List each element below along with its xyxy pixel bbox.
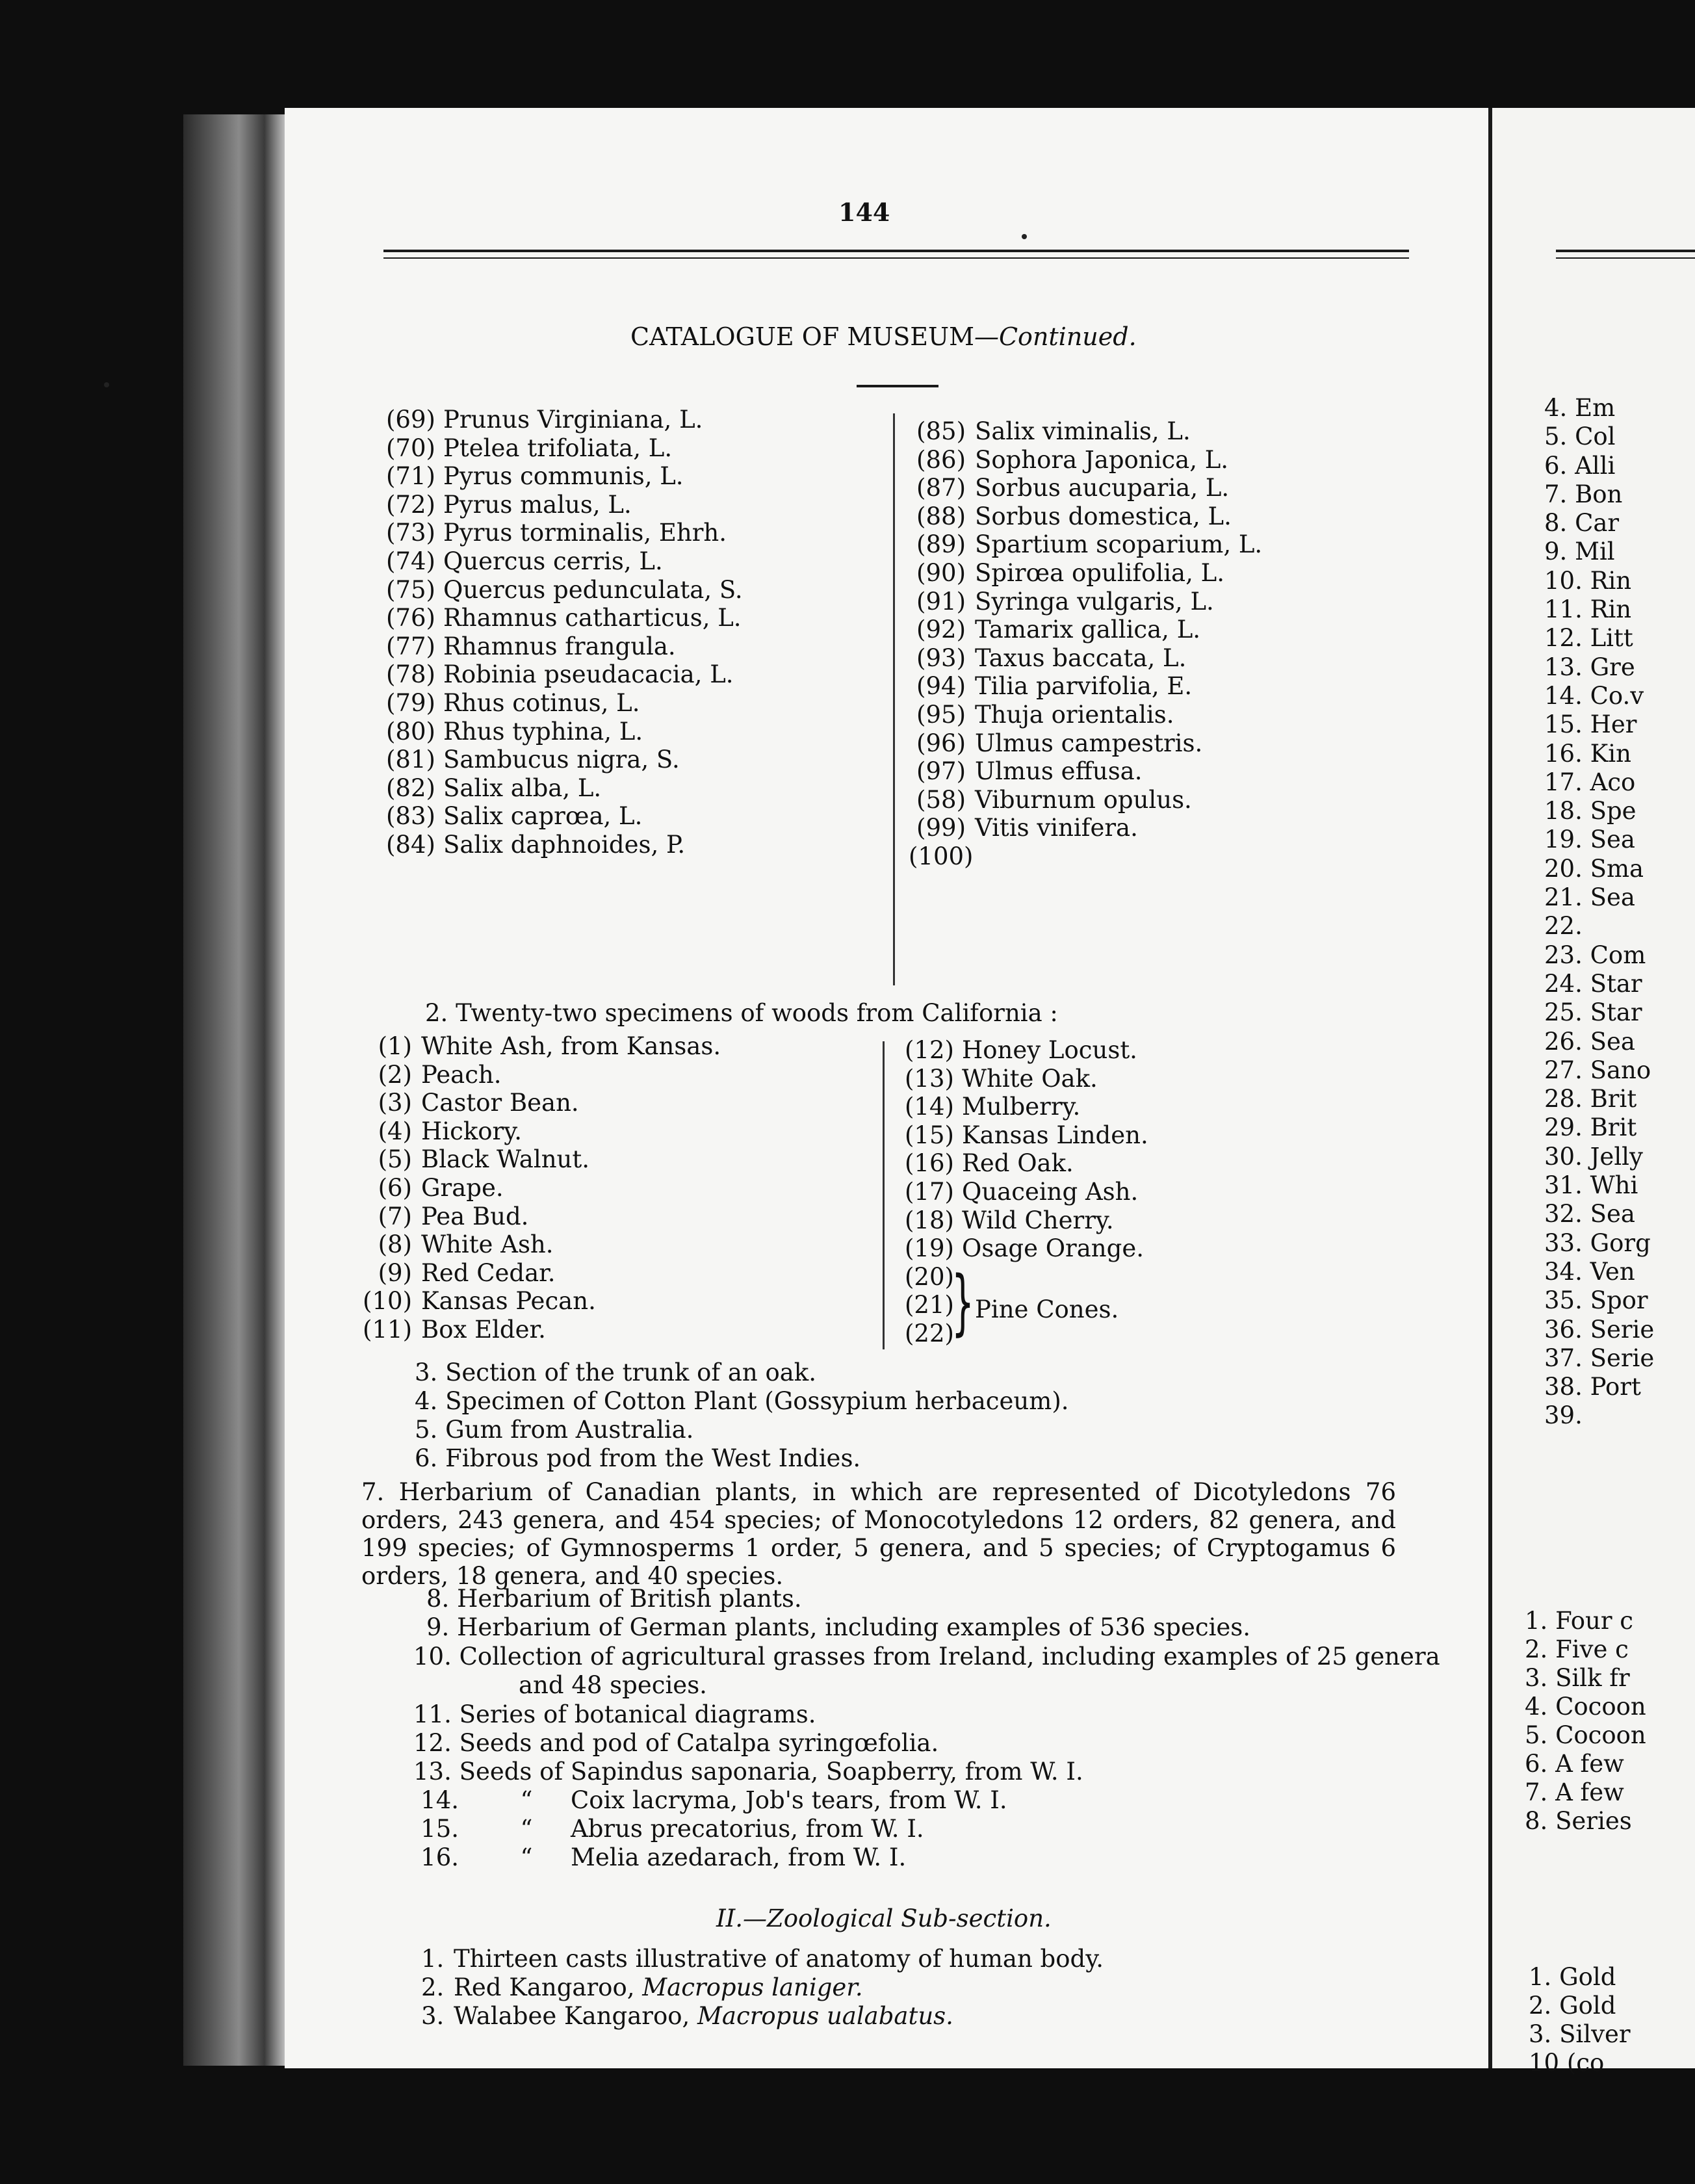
list-item [386,434,743,463]
list-item: 22. [1544,912,1583,941]
list-item: 4. Specimen of Cotton Plant (Gossypium herbaceum). [415,1387,1069,1415]
item-text: Rhus cotinus, L. [443,688,640,717]
item-text: Taxus baccata, L. [975,644,1187,672]
item-text: Wild Cherry. [962,1206,1114,1234]
list-item [909,729,1262,758]
item-text: Black Walnut. [421,1145,589,1174]
ditto-mark: “ [520,1815,533,1843]
speck [1022,234,1027,239]
list-item: 17. Aco [1544,768,1636,796]
item-text: Hickory. [421,1117,522,1145]
list-item [905,1206,1148,1235]
item-7: 7. Herbarium of Canadian plants, in which are represented of Dicotyledons 76 orders, 243 genera, and 454 species; of Monocotyledons 12 orders, 82 genera, and 199 species; of Gymnosperms 1 order, 5 genera, and 5 species; of Cryptogamus 6 orders, 18 genera, and 40 species. [361,1478,1396,1590]
item-number: (13) [905,1064,954,1093]
items-8-9 [426,1585,1250,1642]
item-text: Rhamnus frangula. [443,632,676,660]
item-number: 14. [421,1786,459,1814]
list-item [386,604,743,632]
item-text: Kansas Pecan. [421,1287,596,1316]
list-item: 10 (co [1529,2049,1605,2077]
list-item [386,746,743,774]
header-rule-2 [383,257,1409,259]
item-number: (90) [916,558,966,587]
speck [104,382,109,387]
list-item: 15. Her [1544,710,1637,739]
list-item: 6. A few [1525,1750,1624,1778]
list-item [363,1259,721,1288]
item-number: (7) [378,1202,412,1230]
title-underline [857,385,938,387]
item-number: (72) [386,490,435,519]
item-text: Grape. [421,1173,504,1202]
item-number: (69) [386,406,435,434]
item-number: (74) [386,547,435,575]
list-item [909,842,1262,871]
list-item: 29. Brit [1544,1113,1637,1142]
item-number: (79) [386,688,435,717]
list-item [905,1036,1148,1065]
item-number: (97) [916,757,966,786]
list1-left [386,406,743,859]
item-text: Viburnum opulus. [975,785,1192,814]
list-item: 37. Serie [1544,1344,1655,1372]
item-text: Salix daphnoides, P. [443,830,686,859]
header-rule-1 [383,250,1409,252]
item-number: (91) [916,587,966,616]
list-item [386,406,743,434]
list-item: 18. Spe [1544,797,1637,826]
binding-gutter [183,114,285,2066]
item-number: (93) [916,644,966,672]
list-item [909,588,1262,616]
list-item: 4. Cocoon [1525,1693,1646,1721]
zoo-item [421,2002,1104,2031]
item-number: (3) [378,1089,412,1117]
list-item: 20. Sma [1544,854,1644,883]
list-item [905,1234,1148,1263]
list-item [909,786,1262,814]
item-number: (83) [386,802,435,831]
item-number: (92) [916,616,966,644]
item-number: (84) [386,830,435,859]
item-text: Quaceing Ash. [962,1177,1139,1206]
list-item: 6. Fibrous pod from the West Indies. [415,1444,861,1472]
list-item [363,1117,721,1146]
item-number: (85) [916,417,966,445]
list-item [909,417,1262,446]
item-text: Mulberry. [962,1093,1081,1121]
list-item [413,1786,1007,1815]
list-item: 21. Sea [1544,883,1635,912]
zoological-heading: II.—Zoological Sub-section. [716,1904,1052,1932]
list-item [386,632,743,661]
item-text: White Ash, from Kansas. [421,1032,721,1060]
list-item: 3. Silver [1529,2020,1631,2048]
item-number: (19) [905,1234,954,1263]
list-item [413,1843,1007,1872]
list-item [363,1230,721,1259]
item-number: (82) [386,774,435,802]
item-2: 2. Twenty-two specimens of woods from California : [425,999,1058,1027]
item-text: Coix lacryma, Job's tears, from W. I. [571,1786,1007,1814]
item-number: (75) [386,575,435,604]
item-number: (88) [916,502,966,530]
item-text: Sambucus nigra, S. [443,746,680,774]
list-item [363,1316,721,1344]
item-number: (76) [386,604,435,632]
item-number: (80) [386,717,435,746]
ditto-mark: “ [520,1843,533,1871]
items-3-6 [415,1358,1069,1473]
item-text: Spartium scoparium, L. [975,530,1263,559]
item-text: Ptelea trifoliata, L. [443,434,673,462]
item-number: (6) [378,1173,412,1202]
list-item [905,1263,1148,1292]
item-10-line1: 10. Collection of agricultural grasses from Ireland, including examples of 25 genera [413,1643,1440,1670]
item-number: (4) [378,1117,412,1145]
list-item [363,1202,721,1231]
list-item: 38. Port [1544,1373,1641,1401]
item-text: Pea Bud. [421,1202,529,1230]
list-item [909,672,1262,701]
item-text: Red Kangaroo, [454,1973,643,2001]
pine-cones-brace: } [951,1260,974,1344]
list-item: 39. [1544,1401,1583,1430]
list-item: 7. A few [1525,1778,1624,1806]
item-number: (8) [378,1230,412,1259]
ditto-mark: “ [520,1786,533,1814]
list-item: 13. Seeds of Sapindus saponaria, Soapberry, from W. I. [413,1758,1083,1786]
item-number: (81) [386,746,435,774]
item-number: (9) [378,1258,412,1287]
item-number: (87) [916,474,966,502]
item-text: Quercus pedunculata, S. [443,575,743,604]
list-item [386,718,743,746]
page-number: 144 [838,198,890,227]
list-item: 1. Gold [1529,1963,1616,1991]
catalogue-title [630,322,1137,351]
item-text: Abrus precatorius, from W. I. [571,1815,924,1843]
list-item [363,1287,721,1316]
list-item [386,547,743,576]
list-item [909,502,1262,531]
item-text: Pyrus malus, L. [443,490,632,519]
species-name: Macropus ualabatus. [697,2002,953,2030]
list-item [909,757,1262,786]
item-number: (73) [386,519,435,547]
list-item [386,689,743,718]
list-item: 8. Series [1525,1807,1632,1835]
item-text: Castor Bean. [421,1089,579,1117]
list-item [909,814,1262,842]
list-item [905,1149,1148,1178]
item-text: Prunus Virginiana, L. [443,406,703,434]
item-number: 16. [421,1843,459,1871]
right-list-c [1529,1963,1631,2077]
item-number: (71) [386,462,435,491]
list-item: 26. Sea [1544,1027,1635,1056]
list-item: 8. Herbarium of British plants. [426,1585,802,1613]
item-number: 2. [421,1973,445,2001]
list1-divider [893,413,895,985]
item-text: Sophora Japonica, L. [975,445,1229,474]
list-item: 6. Alli [1544,451,1616,480]
item-text: Thirteen casts illustrative of anatomy of human body. [454,1945,1104,1973]
item-text: Robinia pseudacacia, L. [443,660,734,689]
item-number: (94) [916,672,966,701]
item-number: (12) [905,1036,954,1064]
item-number: 3. [421,2002,445,2030]
list2-divider [883,1041,885,1349]
list-item [909,559,1262,588]
item-number: (15) [905,1121,954,1149]
item-text: Red Oak. [962,1149,1074,1178]
item-number: (89) [916,530,966,559]
item-number: (86) [916,445,966,474]
item-text: Rhamnus catharticus, L. [443,604,742,632]
list-item [386,462,743,491]
left-page [285,108,1488,2068]
right-list-a [1544,394,1654,1431]
list-item [386,519,743,547]
item-text: Thuja orientalis. [975,700,1174,729]
list-item: 10. Rin [1544,566,1632,595]
item-number: (100) [909,842,974,870]
item-text: Honey Locust. [962,1036,1137,1064]
item-text: Walabee Kangaroo, [454,2002,698,2030]
list-item: 35. Spor [1544,1286,1648,1315]
item-number: (21) [905,1291,954,1320]
list-item: 11. Rin [1544,595,1632,624]
item-text: Rhus typhina, L. [443,717,643,746]
list-item: 32. Sea [1544,1200,1635,1228]
list-item [905,1093,1148,1121]
item-number: (99) [916,814,966,842]
items-14-16 [413,1786,1007,1872]
item-10-line2: and 48 species. [519,1671,707,1699]
title-text: CATALOGUE OF MUSEUM [630,322,974,351]
list1-right [909,417,1262,871]
zoological-items [421,1945,1104,2031]
right-page-edge [1488,108,1695,2077]
pine-cones-label: Pine Cones. [975,1295,1119,1323]
list-item: 36. Serie [1544,1315,1655,1344]
item-text: Ulmus effusa. [975,757,1143,786]
list-item: 28. Brit [1544,1085,1637,1113]
list-item: 5. Cocoon [1525,1721,1646,1749]
list-item [413,1815,1007,1843]
item-text: Syringa vulgaris, L. [975,587,1214,616]
list-item: 9. Herbarium of German plants, including examples of 536 species. [426,1613,1251,1641]
item-number: (5) [378,1145,412,1174]
list-item [386,491,743,519]
list-item: 16. Kin [1544,739,1631,768]
list-item [905,1178,1148,1206]
list-item: 13. Gre [1544,653,1635,681]
item-text: Box Elder. [421,1315,546,1344]
list-item [386,660,743,689]
list-item [905,1065,1148,1093]
list-item: 30. Jelly [1544,1142,1643,1171]
list-item: 23. Com [1544,941,1646,969]
item-text: Salix viminalis, L. [975,417,1191,445]
list-item: 25. Star [1544,998,1642,1027]
items-11-13 [413,1700,1083,1786]
item-text: Red Cedar. [421,1258,556,1287]
title-continued: —Continued. [974,322,1137,351]
list-item: 2. Five c [1525,1635,1629,1663]
item-number: (17) [905,1177,954,1206]
list-item: 7. Bon [1544,480,1623,508]
item-text: Sorbus aucuparia, L. [975,474,1230,502]
list-item [909,616,1262,644]
item-number: (16) [905,1149,954,1178]
item-text: Salix caprœa, L. [443,802,643,831]
list-item: 1. Four c [1525,1607,1633,1635]
zoo-item [421,1973,1104,2002]
right-list-b [1525,1607,1646,1836]
right-header-rule-2 [1556,257,1695,259]
item-text: Pyrus torminalis, Ehrh. [443,519,727,547]
item-number: (96) [916,729,966,757]
list-item: 12. Litt [1544,624,1633,653]
list-item: 2. Gold [1529,1992,1616,2020]
item-text: Vitis vinifera. [975,814,1138,842]
item-text: Osage Orange. [962,1234,1144,1263]
species-name: Macropus laniger. [642,1973,863,2001]
list-item [363,1032,721,1061]
item-number: (95) [916,700,966,729]
list-item: 3. Silk fr [1525,1664,1630,1692]
list-item: 11. Series of botanical diagrams. [413,1700,816,1728]
item-number: (77) [386,632,435,660]
item-number: (11) [363,1315,412,1344]
item-text: Spirœa opulifolia, L. [975,558,1224,587]
item-number: (18) [905,1206,954,1234]
item-number: (1) [378,1032,412,1060]
item-text: Pyrus communis, L. [443,462,684,491]
list-item [905,1121,1148,1150]
item-text: Tilia parvifolia, E. [975,672,1193,701]
item-text: Quercus cerris, L. [443,547,663,575]
item-number: (10) [363,1287,412,1316]
zoo-item [421,1945,1104,1973]
item-text: Kansas Linden. [962,1121,1148,1149]
item-number: (20) [905,1262,954,1291]
item-number: (58) [916,785,966,814]
list2-left [363,1032,721,1344]
item-number: (2) [378,1060,412,1089]
list-item [909,474,1262,502]
list-item [909,644,1262,673]
list-item: 27. Sano [1544,1056,1651,1084]
list-item: 5. Col [1544,422,1616,451]
right-header-rule-1 [1556,250,1695,252]
item-text: Peach. [421,1060,502,1089]
list-item [363,1089,721,1117]
list-item: 31. Whi [1544,1171,1638,1200]
item-number: 15. [421,1815,459,1843]
list-item: 34. Ven [1544,1257,1635,1286]
item-text: White Oak. [962,1064,1098,1093]
list-item [386,831,743,859]
item-text: Melia azedarach, from W. I. [571,1843,907,1871]
list-item [386,802,743,831]
list-item: 9. Mil [1544,538,1615,566]
item-number: (14) [905,1093,954,1121]
list-item [909,530,1262,559]
item-text: Tamarix gallica, L. [975,616,1201,644]
list-item [363,1145,721,1174]
list-item [386,576,743,604]
item-number: (22) [905,1319,954,1347]
list-item: 5. Gum from Australia. [415,1416,694,1444]
item-number: (70) [386,434,435,462]
list-item: 19. Sea [1544,826,1635,854]
list-item: 33. Gorg [1544,1228,1651,1257]
item-text: Salix alba, L. [443,774,602,802]
list-item [386,774,743,803]
list-item: 4. Em [1544,394,1616,422]
item-number: 1. [421,1945,445,1973]
list-item [909,701,1262,729]
item-number: (78) [386,660,435,689]
list-item: 14. Co.v [1544,681,1644,710]
list-item [909,446,1262,474]
item-text: White Ash. [421,1230,554,1259]
item-text: Ulmus campestris. [975,729,1203,757]
list-item: 8. Car [1544,509,1620,538]
list-item [363,1174,721,1202]
list-item: 12. Seeds and pod of Catalpa syringœfolia. [413,1729,939,1757]
list-item [363,1061,721,1089]
list-item: 3. Section of the trunk of an oak. [415,1358,816,1386]
list-item: 24. Star [1544,969,1642,998]
item-text: Sorbus domestica, L. [975,502,1232,530]
